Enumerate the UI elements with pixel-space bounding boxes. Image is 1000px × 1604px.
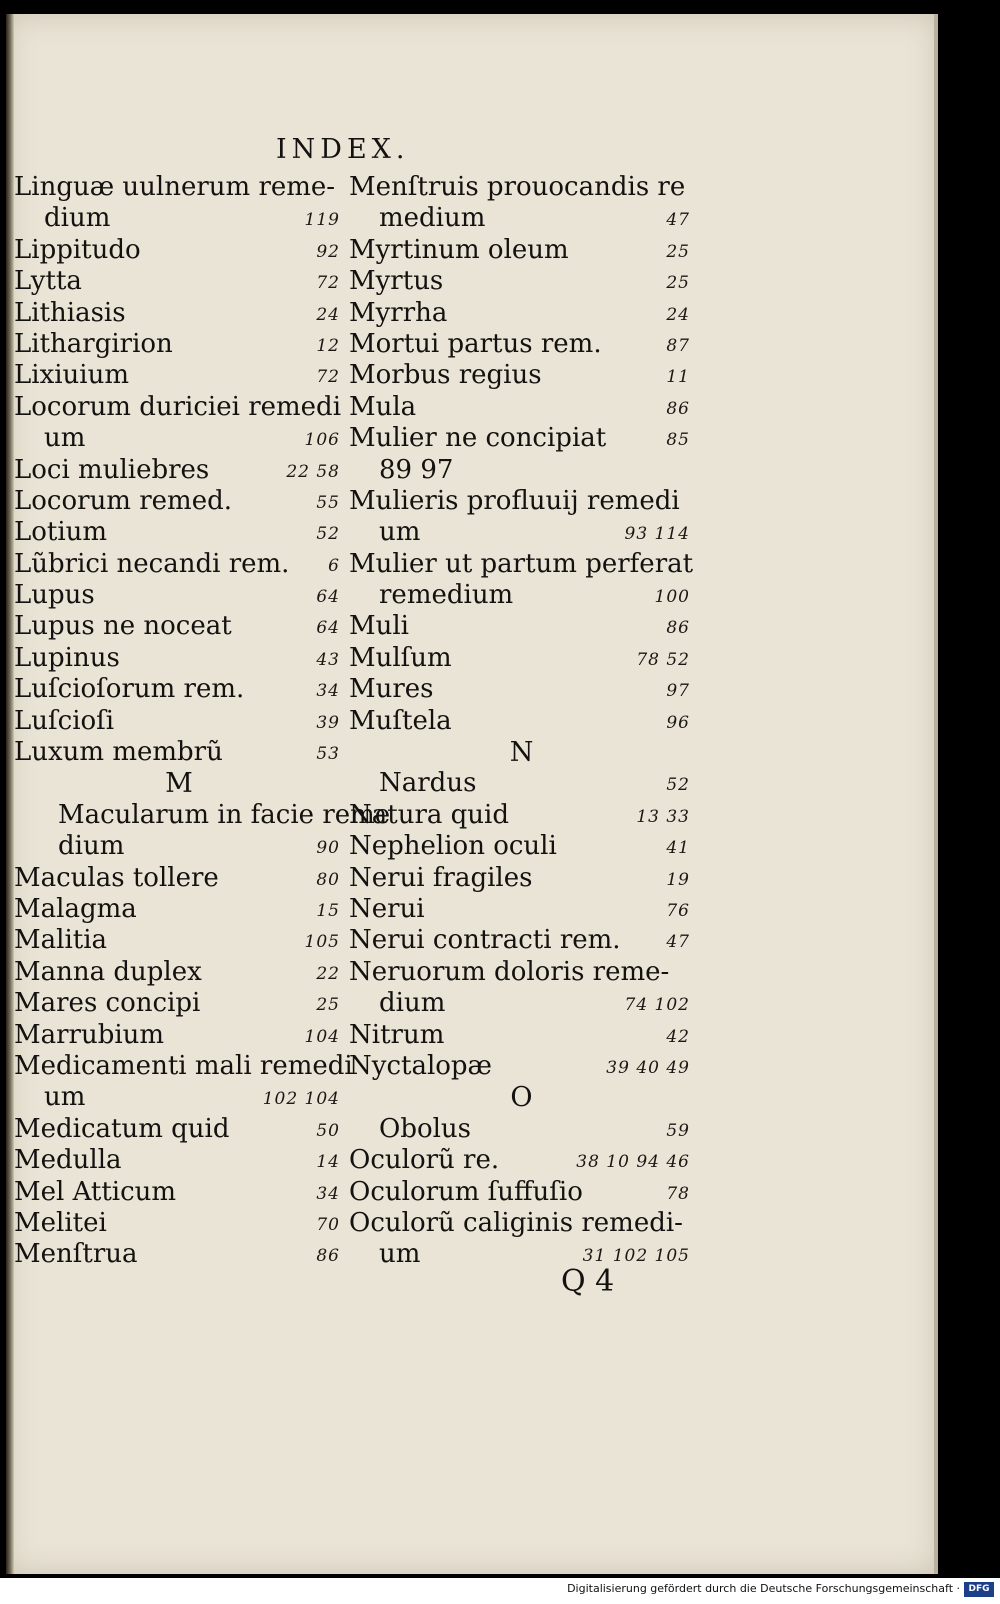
index-page-refs: 119 xyxy=(304,210,340,231)
index-entry xyxy=(14,1208,344,1239)
index-page-refs: 13 33 xyxy=(636,806,690,827)
index-page-refs: 92 xyxy=(316,241,340,262)
index-page-refs: 25 xyxy=(316,995,340,1016)
index-entry xyxy=(14,360,344,391)
index-page-refs: 97 xyxy=(666,681,690,702)
index-page-refs: 41 xyxy=(666,838,690,859)
index-entry xyxy=(349,329,694,360)
index-entry xyxy=(349,1051,694,1082)
index-entry xyxy=(14,1145,344,1176)
index-entry xyxy=(349,455,694,486)
index-entry xyxy=(14,235,344,266)
index-entry xyxy=(349,957,694,988)
index-entry xyxy=(14,172,344,203)
index-term: Morbus regius xyxy=(349,360,542,391)
index-page-refs: 12 xyxy=(316,335,340,356)
index-page-refs: 24 xyxy=(666,304,690,325)
index-column-right xyxy=(349,172,694,1271)
index-entry xyxy=(14,423,344,454)
index-entry xyxy=(349,392,694,423)
index-term: um xyxy=(379,1239,421,1270)
index-entry xyxy=(349,925,694,956)
index-entry xyxy=(14,831,344,862)
index-page-refs: 14 xyxy=(316,1152,340,1173)
index-term: Linguæ uulnerum reme- xyxy=(14,172,336,202)
index-term: um xyxy=(379,517,421,548)
index-page-refs: 24 xyxy=(316,304,340,325)
index-page-refs: 43 xyxy=(316,649,340,670)
index-entry xyxy=(14,1082,344,1113)
index-entry xyxy=(14,266,344,297)
index-page-refs: 93 114 xyxy=(624,524,690,545)
index-page-refs: 52 xyxy=(666,775,690,796)
index-entry xyxy=(14,863,344,894)
index-page-refs: 53 xyxy=(316,744,340,765)
index-term: Nyctalopæ xyxy=(349,1050,492,1081)
index-entry xyxy=(14,611,344,642)
index-term: M xyxy=(165,768,193,800)
index-page-refs: 100 xyxy=(654,587,690,608)
index-term: N xyxy=(509,737,534,769)
index-term: Mures xyxy=(349,674,434,705)
index-term: Nerui contracti rem. xyxy=(349,925,621,956)
index-page-refs: 31 102 105 xyxy=(582,1246,690,1267)
index-entry xyxy=(14,706,344,737)
index-term: Myrrha xyxy=(349,297,448,328)
index-entry xyxy=(349,235,694,266)
index-entry xyxy=(14,799,391,831)
index-term: Luxum membrũ xyxy=(14,737,223,768)
index-page-refs: 85 xyxy=(666,430,690,451)
index-page-refs: 80 xyxy=(316,869,340,890)
index-entry xyxy=(14,643,344,674)
index-term: 89 97 xyxy=(379,454,454,485)
index-term: Oculorũ caliginis remedi- xyxy=(349,1207,683,1238)
index-entry xyxy=(14,894,344,925)
index-term: Lũbrici necandi rem. xyxy=(14,548,290,579)
index-entry xyxy=(14,1239,344,1270)
index-page-refs: 76 xyxy=(666,900,690,921)
index-term: Oculorum ſuffuſio xyxy=(349,1176,583,1207)
index-term: Locorum duriciei remedi xyxy=(14,391,342,422)
index-term: Nardus xyxy=(379,768,477,799)
dfg-logo: DFG xyxy=(964,1582,994,1597)
running-head: INDEX. xyxy=(276,134,410,165)
index-term: dium xyxy=(379,988,446,1019)
index-term: Mares concipi xyxy=(14,988,201,1019)
index-page-refs: 64 xyxy=(316,587,340,608)
index-term: Malitia xyxy=(14,925,108,956)
index-entry xyxy=(349,831,694,862)
index-term: Marrubium xyxy=(14,1019,165,1050)
index-term: Nerui xyxy=(349,893,425,924)
index-entry xyxy=(349,549,694,580)
index-entry xyxy=(349,1020,694,1051)
index-entry xyxy=(349,1239,694,1270)
index-term: Medulla xyxy=(14,1145,122,1176)
index-term: Natura quid xyxy=(349,799,509,830)
index-page-refs: 64 xyxy=(316,618,340,639)
index-page-refs: 72 xyxy=(316,367,340,388)
index-entry xyxy=(14,1020,344,1051)
index-term: Mulier ne concipiat xyxy=(349,423,607,454)
index-page-refs: 86 xyxy=(666,398,690,419)
index-entry xyxy=(14,580,344,611)
index-page-refs: 38 10 94 46 xyxy=(576,1152,690,1173)
index-entry xyxy=(349,172,694,203)
index-page-refs: 106 xyxy=(304,430,340,451)
index-page-refs: 11 xyxy=(666,367,690,388)
index-page-refs: 78 52 xyxy=(636,649,690,670)
index-page-refs: 55 xyxy=(316,492,340,513)
footer-bar xyxy=(0,1578,1000,1604)
index-page-refs: 59 xyxy=(666,1120,690,1141)
index-entry xyxy=(349,674,694,705)
index-page-refs: 74 102 xyxy=(624,995,690,1016)
index-page-refs: 34 xyxy=(316,1183,340,1204)
index-term: Malagma xyxy=(14,893,137,924)
index-entry xyxy=(14,329,344,360)
index-term: Lithargirion xyxy=(14,328,173,359)
index-page-refs: 47 xyxy=(666,210,690,231)
index-term: Muli xyxy=(349,611,409,642)
index-page-refs: 34 xyxy=(316,681,340,702)
index-term: Mula xyxy=(349,391,417,422)
index-entry xyxy=(349,800,694,831)
index-term: Lippitudo xyxy=(14,234,141,265)
index-term: Locorum remed. xyxy=(14,485,232,516)
index-entry xyxy=(14,674,344,705)
index-page-refs: 72 xyxy=(316,273,340,294)
index-term: O xyxy=(510,1082,533,1114)
index-term: Macularum in facie reme xyxy=(58,799,391,830)
index-term: Nephelion oculi xyxy=(349,831,557,862)
index-term: Mulier ut partum perferat xyxy=(349,548,694,579)
index-page-refs: 78 xyxy=(666,1183,690,1204)
index-page-refs: 39 40 49 xyxy=(606,1057,690,1078)
index-term: Mulſum xyxy=(349,642,452,673)
index-term: Luſcioſorum rem. xyxy=(14,674,245,705)
index-term: Nitrum xyxy=(349,1019,445,1050)
index-section-letter xyxy=(349,1082,694,1113)
index-page-refs: 87 xyxy=(666,335,690,356)
index-term: Lotium xyxy=(14,517,108,548)
index-entry xyxy=(349,894,694,925)
index-page-refs: 25 xyxy=(666,241,690,262)
index-entry xyxy=(14,517,344,548)
index-entry xyxy=(349,643,694,674)
index-term: Lytta xyxy=(14,266,82,297)
index-entry xyxy=(14,925,344,956)
index-term: Obolus xyxy=(379,1113,472,1144)
index-entry xyxy=(14,298,344,329)
index-entry xyxy=(349,580,694,611)
index-entry xyxy=(349,360,694,391)
index-page-refs: 86 xyxy=(316,1246,340,1267)
index-entry xyxy=(14,1177,344,1208)
index-entry xyxy=(349,298,694,329)
index-term: um xyxy=(44,423,86,454)
index-page-refs: 42 xyxy=(666,1026,690,1047)
index-term: Menſtrua xyxy=(14,1239,138,1270)
index-entry xyxy=(349,203,694,234)
index-term: Lithiasis xyxy=(14,297,126,328)
index-page-refs: 22 58 xyxy=(286,461,340,482)
index-page-refs: 50 xyxy=(316,1120,340,1141)
index-term: Menſtruis prouocandis re xyxy=(349,172,686,202)
index-entry xyxy=(349,517,694,548)
footer-credit: Digitalisierung gefördert durch die Deutsche Forschungsgemeinschaft · xyxy=(567,1582,960,1595)
page-spine-shadow xyxy=(6,14,14,1574)
index-page-refs: 70 xyxy=(316,1214,340,1235)
index-entry xyxy=(14,988,344,1019)
book-page xyxy=(6,14,938,1574)
index-entry xyxy=(14,1114,344,1145)
index-term: Lixiuium xyxy=(14,360,130,391)
index-page-refs: 6 xyxy=(328,555,340,576)
index-term: Neruorum doloris reme- xyxy=(349,956,670,987)
index-term: dium xyxy=(58,831,125,862)
index-entry xyxy=(14,392,344,423)
index-entry xyxy=(14,737,344,768)
index-page-refs: 15 xyxy=(316,900,340,921)
index-entry xyxy=(349,1145,694,1176)
index-term: Lupinus xyxy=(14,642,120,673)
index-entry xyxy=(14,957,344,988)
index-entry xyxy=(14,549,344,580)
index-page-refs: 102 104 xyxy=(262,1089,340,1110)
index-entry xyxy=(349,863,694,894)
index-entry xyxy=(349,706,694,737)
index-term: Mulieris profluuij remedi xyxy=(349,485,680,516)
index-term: Myrtinum oleum xyxy=(349,234,569,265)
index-entry xyxy=(349,266,694,297)
index-page-refs: 25 xyxy=(666,273,690,294)
index-entry xyxy=(14,455,344,486)
index-term: Nerui fragiles xyxy=(349,862,533,893)
index-term: dium xyxy=(44,203,111,234)
index-page-refs: 19 xyxy=(666,869,690,890)
index-term: Mortui partus rem. xyxy=(349,328,602,359)
index-entry xyxy=(349,611,694,642)
index-section-letter xyxy=(14,768,344,799)
page-edge xyxy=(934,14,938,1574)
index-page-refs: 96 xyxy=(666,712,690,733)
index-term: Oculorũ re. xyxy=(349,1145,500,1176)
index-page-refs: 22 xyxy=(316,963,340,984)
index-entry xyxy=(349,1208,694,1239)
index-term: Medicatum quid xyxy=(14,1113,230,1144)
index-entry xyxy=(14,1050,353,1082)
index-term: Loci muliebres xyxy=(14,454,210,485)
index-term: Myrtus xyxy=(349,266,444,297)
index-entry xyxy=(14,203,344,234)
index-page-refs: 52 xyxy=(316,524,340,545)
index-term: remedium xyxy=(379,580,514,611)
index-term: Manna duplex xyxy=(14,956,202,987)
index-page-refs: 105 xyxy=(304,932,340,953)
index-term: Mel Atticum xyxy=(14,1176,177,1207)
index-term: Luſcioſi xyxy=(14,705,115,736)
index-entry xyxy=(349,423,694,454)
index-page-refs: 90 xyxy=(316,838,340,859)
index-page-refs: 39 xyxy=(316,712,340,733)
index-page-refs: 104 xyxy=(304,1026,340,1047)
index-page-refs: 86 xyxy=(666,618,690,639)
index-term: medium xyxy=(379,203,486,234)
index-term: Muſtela xyxy=(349,705,452,736)
index-section-letter xyxy=(349,737,694,768)
index-term: Melitei xyxy=(14,1207,107,1238)
index-term: Lupus ne noceat xyxy=(14,611,232,642)
index-term: um xyxy=(44,1082,86,1113)
index-page-refs: 47 xyxy=(666,932,690,953)
index-entry xyxy=(349,1177,694,1208)
index-term: Lupus xyxy=(14,580,95,611)
index-term: Medicamenti mali remedi xyxy=(14,1050,353,1081)
index-entry xyxy=(349,1114,694,1145)
signature-mark: Q 4 xyxy=(561,1264,615,1299)
index-entry xyxy=(349,486,694,517)
index-term: Maculas tollere xyxy=(14,862,219,893)
index-entry xyxy=(349,768,694,799)
index-entry xyxy=(349,988,694,1019)
index-entry xyxy=(14,486,344,517)
